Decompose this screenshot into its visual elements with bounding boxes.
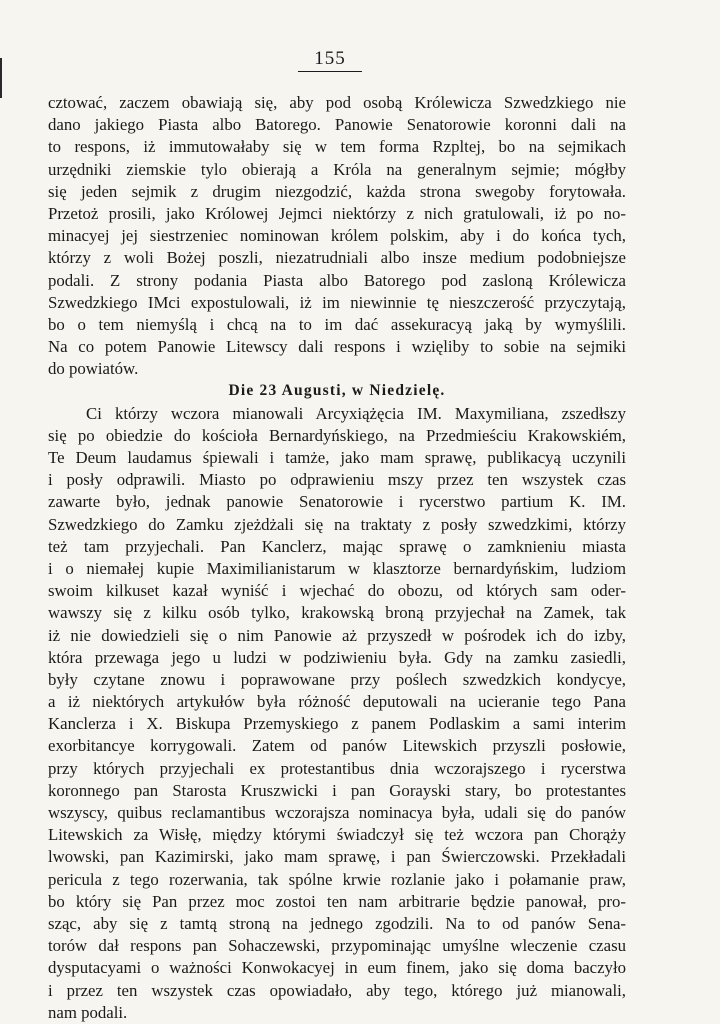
text-line: i przez ten wszystek czas opowiadało, aby tego, którego już mianowali,: [48, 980, 626, 1000]
text-line: exorbitancye korrygowali. Zatem od panów Litewskich przyszli posłowie,: [48, 736, 626, 756]
text-line: cztować, zaczem obawiają się, aby pod osobą Królewicza Szwedzkiego nie: [48, 93, 626, 112]
text-line: a iż niektórych artykułów była różność deputowali na ucieranie tego Pana: [48, 692, 626, 712]
text-line: wszyscy, quibus reclamantibus wczorajsza nominacya była, udali się do panów: [48, 803, 626, 822]
text-line: iż nie dowiedzieli się o nim Panowie aż przyszedł w pośrodek ich do izby,: [48, 625, 626, 645]
text-line: sząc, aby się z tamtą stroną na jednego zgodzili. Na to od panów Sena-: [48, 913, 626, 933]
text-line: i posły odprawili. Miasto po odprawieniu mszy przez ten wszystek czas: [48, 470, 626, 490]
text-line: minacyej jej siestrzeniec nominowan królem polskim, aby i do końca tych,: [48, 226, 626, 246]
text-line: którzy z woli Bożej poszli, niezatrudniali albo insze medium podobniejsze: [48, 248, 626, 268]
text-line: Na co potem Panowie Litewscy dali respons i wzięliby to sobie na sejmiki: [48, 337, 626, 357]
text-line: lwowski, pan Kazimirski, jako mam sprawę, i pan Świerczowski. Przekładali: [48, 847, 626, 867]
text-line: swoim kilkuset kazał wyniść i wjechać do obozu, od których sam oder-: [48, 581, 626, 601]
text-line: Szwedzkiego IMci expostulowali, iż im niewinnie tę nieszczerość przyczytają,: [48, 292, 626, 312]
text-line: Te Deum laudamus śpiewali i tamże, jako mam sprawę, publikacyą uczynili: [48, 448, 626, 467]
text-line: dysputacyami o ważności Konwokacyej in eum finem, jako się doma baczyło: [48, 958, 626, 978]
text-line: bo który się Pan przez moc zostoi ten nam arbitrarie będzie panował, pro-: [48, 891, 626, 911]
text-line: przy których przyjechali ex protestantibus dnia wczorajszego i rycerstwa: [48, 758, 626, 778]
text-line: podali. Z strony podania Piasta albo Batorego pod zasloną Królewicza: [48, 270, 626, 290]
text-line: do powiatów.: [48, 359, 139, 379]
text-line: się po obiedzie do kościoła Bernardyńskiego, na Przedmieściu Krakowskiém,: [48, 425, 626, 445]
text-line: torów dał respons pan Sohaczewski, przypominając umyślne wleczenie czasu: [48, 936, 626, 956]
page-header: [0, 48, 660, 72]
text-line: koronnego pan Starosta Kruszwicki i pan Gorayski stary, bo protestantes: [48, 780, 626, 800]
text-line: która przewaga jego u ludzi w podziwieniu była. Gdy na zamku zasiedli,: [48, 647, 626, 667]
text-line: były czytane znowu i poprawowane przy poślech szwedzkich kondycye,: [48, 669, 626, 689]
text-line: wawszy się z kilku osób tylko, krakowską broną przyjechał na Zamek, tak: [48, 603, 626, 623]
text-line: Ci którzy wczora mianowali Arcyxiążęcia IM. Maxymiliana, zszedłszy: [86, 403, 626, 423]
text-line: i o niemałej kupie Maximilianistarum w klasztorze bernardyńskim, ludziom: [48, 558, 626, 578]
text-line: też tam przyjechali. Pan Kanclerz, mając sprawę o zamknieniu miasta: [48, 536, 626, 556]
text-line: bo o tem niemyślą i chcą na to im dać assekuracyą jaką by wymyślili.: [48, 314, 626, 334]
text-line: Szwedzkiego do Zamku zjeżdżali się na traktaty z posły szwedzkimi, którzy: [48, 514, 626, 534]
text-line: urzędniki ziemskie tylo obierają a Króla na generalnym sejmie; mógłby: [48, 159, 626, 179]
text-line: nam podali.: [48, 1002, 128, 1022]
paragraph-1: [48, 92, 626, 380]
section-heading: Die 23 Augusti, w Niedzielę.: [228, 382, 446, 400]
text-line: zawarte było, jednak panowie Senatorowie i rycerstwo partium K. IM.: [48, 492, 626, 512]
page-number: 155: [298, 48, 362, 72]
text-line: pericula z tego rozerwania, tak spólne krwie rozlanie jako i połamanie praw,: [48, 869, 626, 889]
paragraph-2: [48, 403, 626, 1024]
text-line: dano jakiego Piasta albo Batorego. Panowie Senatorowie koronni dali na: [48, 115, 626, 135]
text-line: Kanclerza i X. Biskupa Przemyskiego z panem Podlaskim a sami interim: [48, 714, 626, 734]
text-line: Litewskich za Wisłę, między którymi świadczył się też wczora pan Chorąży: [48, 825, 626, 845]
text-line: Przetoż prosili, jako Królowej Jejmci niektórzy z nich gratulowali, iż po no-: [48, 203, 626, 223]
text-line: to respons, iż immutowałaby się w tem forma Rzpltej, bo na sejmikach: [48, 137, 626, 157]
text-line: się jeden sejmik z drugim niezgodzić, każda strona swegoby forytowała.: [48, 181, 626, 201]
page-body: [48, 92, 626, 1024]
